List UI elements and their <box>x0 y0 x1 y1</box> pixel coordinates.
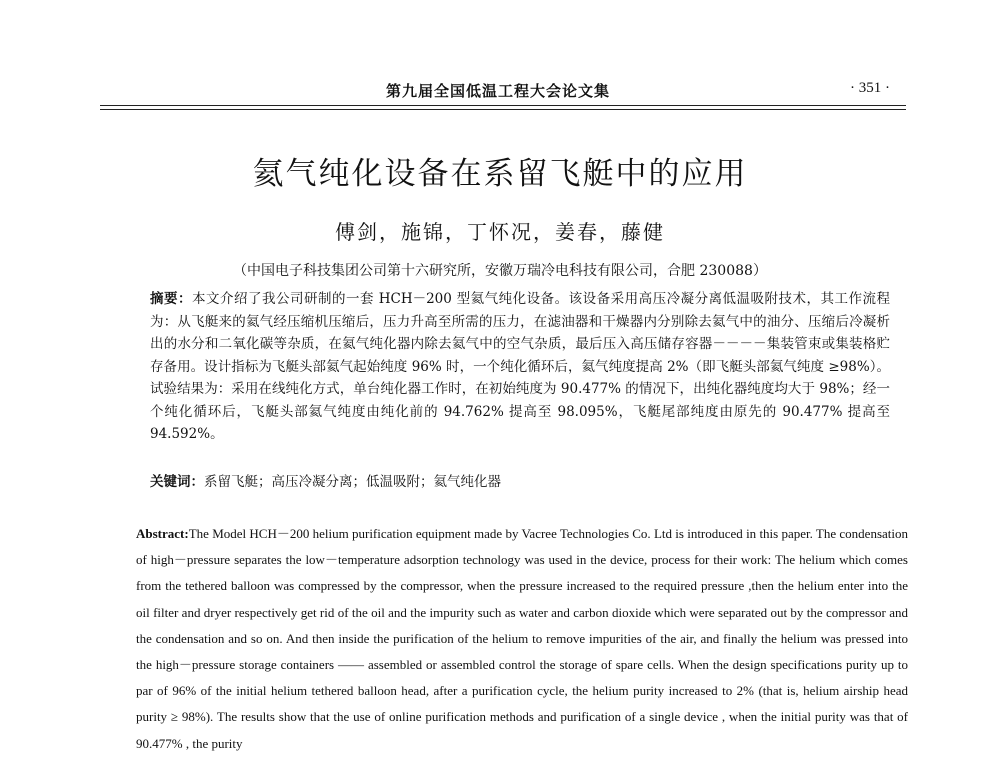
keywords-cn-label: 关键词： <box>150 474 204 490</box>
abstract-cn-text: 本文介绍了我公司研制的一套 HCH－200 型氦气纯化设备。该设备采用高压冷凝分离低温吸附技术，其工作流程为：从飞艇来的氦气经压缩机压缩后，压力升高至所需的压力，在滤油器和干燥器内分别除去氦气中的油分、压缩后冷凝析出的水分和二氧化碳等杂质，在氦气纯化器内除去氦气中的空气杂质，最后压入高压储存容器－－－－集装管束或集装格贮存备用。设计指标为飞艇头部氦气起始纯度 96% 时，一个纯化循环后，氦气纯度提高 2%（即飞艇头部氦气纯度 ≥98%）。试验结果为：采用在线纯化方式，单台纯化器工作时，在初始纯度为 90.477% 的情况下，出纯化器纯度均大于 98%；经一个纯化循环后，飞艇头部氦气纯度由纯化前的 94.762% 提高至 98.095%，飞艇尾部纯度由原先的 90.477% 提高至 94.592%。 <box>150 291 891 442</box>
paper-title: 氦气纯化设备在系留飞艇中的应用 <box>252 156 748 192</box>
page-number: · 351 · <box>850 80 890 96</box>
abstract-english <box>108 521 908 757</box>
keywords-cn-text: 系留飞艇；高压冷凝分离；低温吸附；氦气纯化器 <box>204 474 501 490</box>
abstract-en-label: Abstract: <box>136 526 189 541</box>
header-rule-thick <box>100 105 906 106</box>
running-header <box>100 80 900 102</box>
paper-affiliation: （中国电子科技集团公司第十六研究所，安徽万瑞冷电科技有限公司，合肥 230088） <box>233 263 767 279</box>
keywords-chinese <box>150 470 890 490</box>
abstract-cn-label: 摘要： <box>150 291 192 307</box>
paper-authors: 傅剑，施锦，丁怀况，姜春，藤健 <box>335 220 665 244</box>
abstract-chinese <box>122 288 890 446</box>
journal-title: 第九届全国低温工程大会论文集 <box>386 82 611 100</box>
abstract-en-text: The Model HCH－200 helium purification equipment made by Vacree Technologies Co. Ltd is introduced in this paper. The condensation of high－pressure separates the low－temperature adsorption technology was used in the device, process for their work: The helium which comes from the tethered balloon was compressed by the compressor, when the pressure increased to the required pressure ,then the helium enter into the oil filter and dryer respectively get rid of the oil and the impurity such as water and carbon dioxide which were separated out by the compressor and the condensation and so on. And then inside the purification of the helium to remove impurities of the air, and finally the helium was pressed into the high－pressure storage containers —— assembled or assembled control the storage of spare cells. When the design specifications purity up to par of 96% of the initial helium tethered balloon head, after a purification cycle, the helium purity increased to 2% (that is, helium airship head purity ≥ 98%). The results show that the use of online purification methods and purification of a single device , when the initial purity was that of 90.477% , the purity <box>136 526 908 751</box>
header-rule-thin <box>100 109 906 110</box>
